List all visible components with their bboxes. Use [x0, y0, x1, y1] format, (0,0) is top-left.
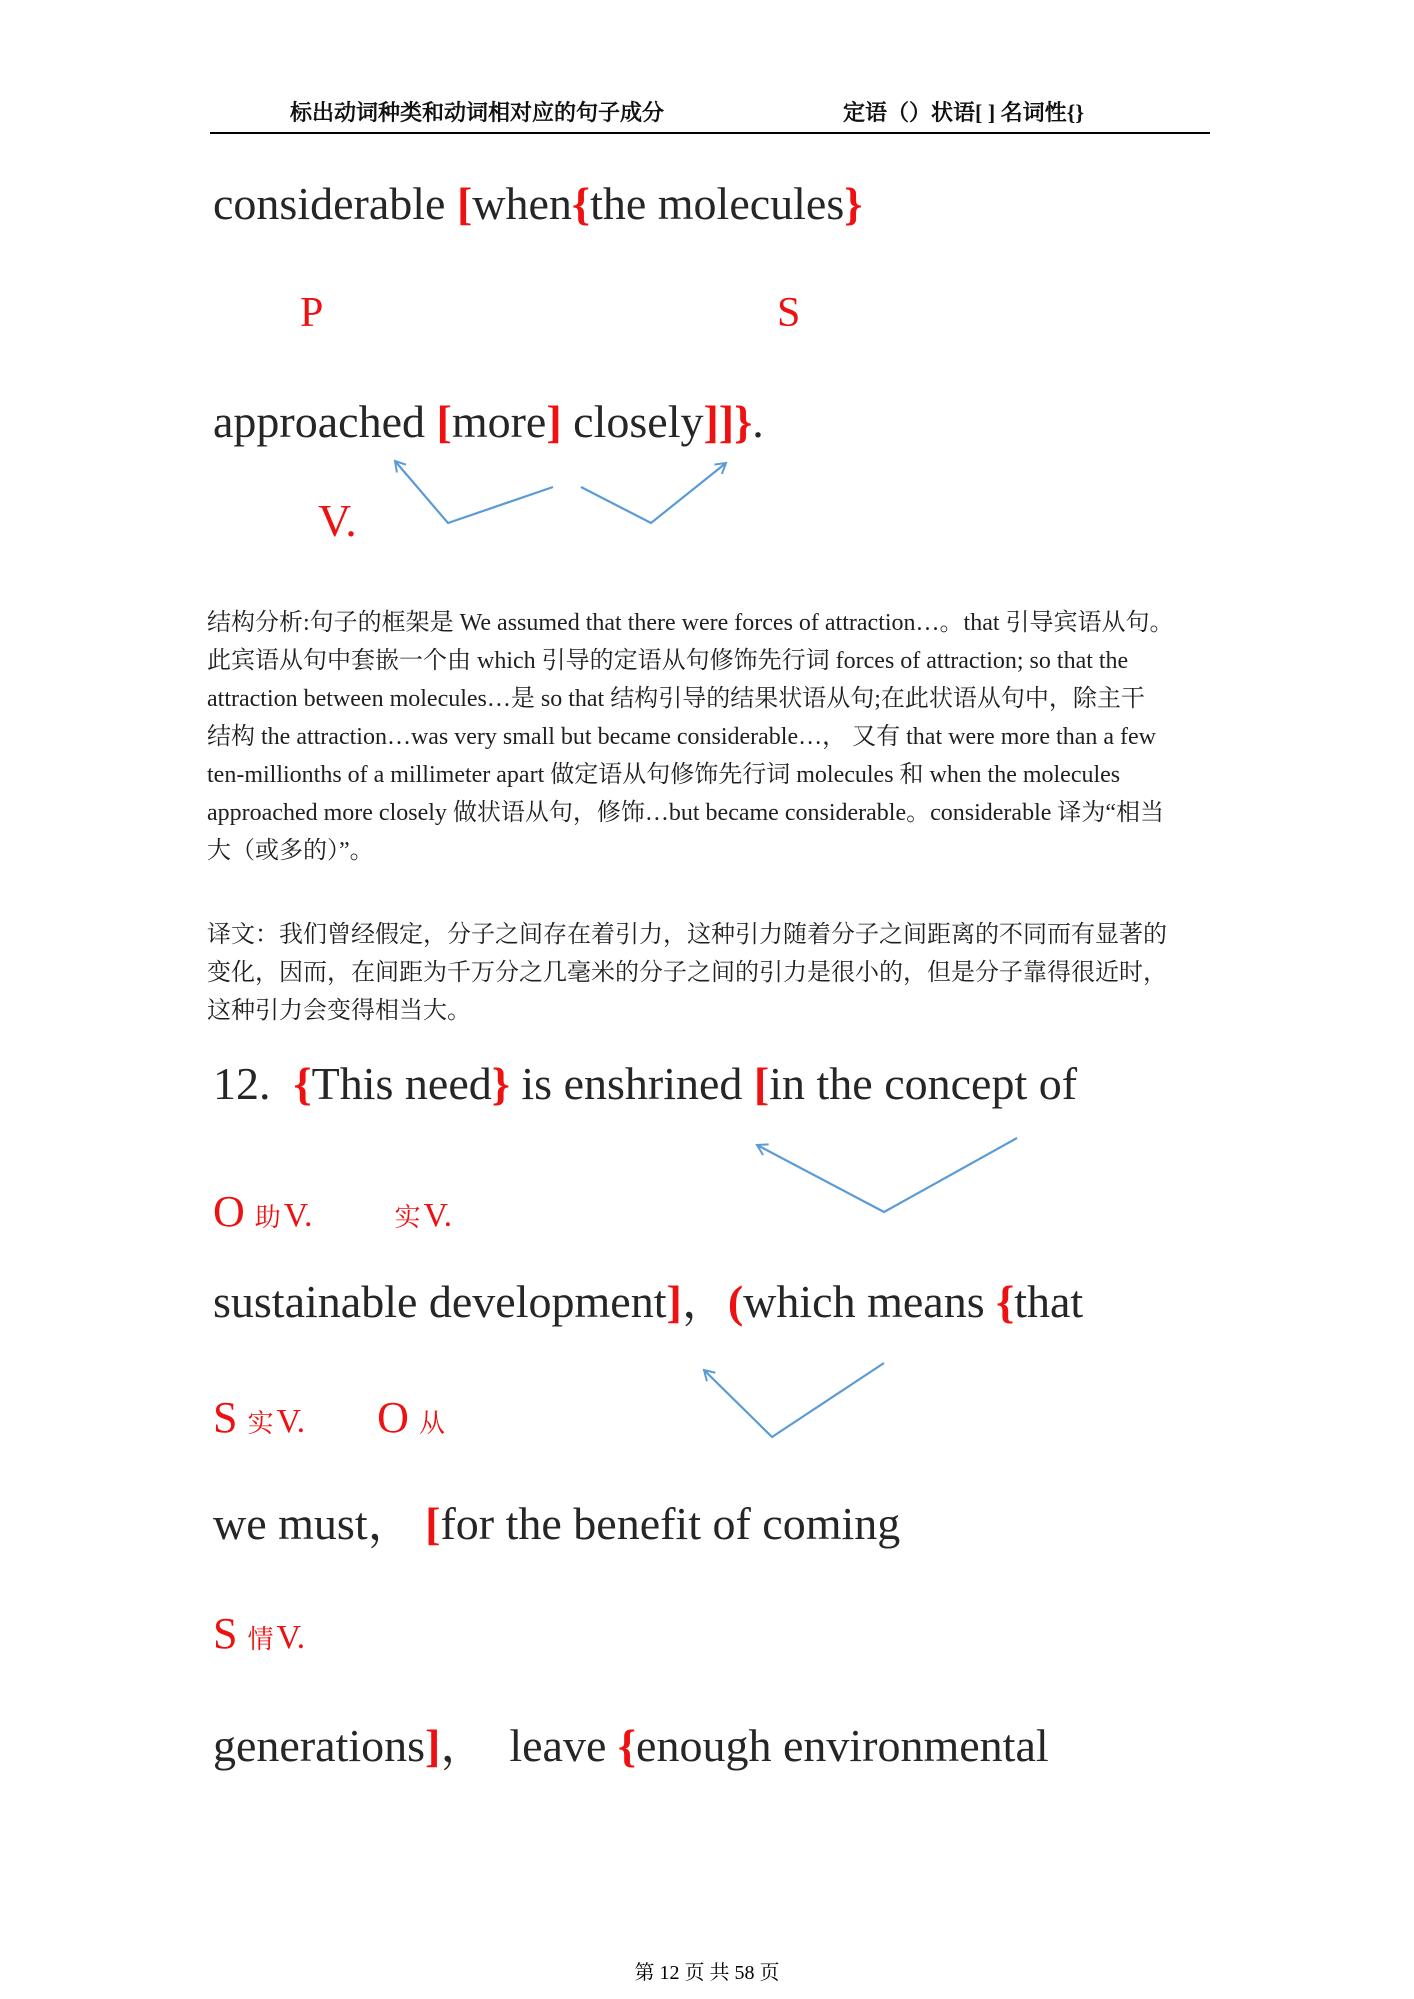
label-role-letter: S	[213, 1609, 238, 1658]
sentence-text: This need	[311, 1058, 492, 1109]
sentence12-line1	[213, 1058, 1077, 1111]
paragraph-line: 大（或多的）”。	[207, 838, 374, 864]
header-divider	[210, 132, 1210, 134]
header-title-left: 标出动词种类和动词相对应的句子成分	[290, 100, 665, 125]
paragraph-line: 译文：我们曾经假定，分子之间存在着引力，这种引力随着分子之间距离的不同而有显著的	[207, 922, 1167, 948]
paragraph-line: approached more closely 做状语从句，修饰…but became considerable。considerable 译为“相当	[207, 800, 1165, 826]
sentence12-labels-row1	[213, 1187, 453, 1236]
sentence12-labels-row2	[213, 1393, 448, 1442]
sentence-text: sustainable development	[213, 1276, 667, 1327]
sentence-text: leave	[509, 1720, 618, 1771]
marker-bracket: [	[753, 1058, 770, 1109]
label-verb-type: 实	[394, 1203, 421, 1232]
sentence-text: the molecules	[590, 178, 845, 229]
paragraph-line: 结构分析:句子的框架是 We assumed that there were forces of attraction…。that 引导宾语从句。	[207, 610, 1174, 636]
label-predicate: P	[300, 290, 324, 336]
marker-bracket: [	[425, 1498, 441, 1549]
sentence-text: in the concept of	[769, 1058, 1078, 1109]
marker-bracket: (	[727, 1276, 744, 1327]
marker-bracket: {	[293, 1058, 312, 1109]
header-legend-right: 定语（）状语[ ] 名词性{}	[843, 100, 1084, 125]
grammar-label-group	[213, 1609, 306, 1658]
marker-bracket: }	[844, 178, 863, 229]
label-verb-mark: V.	[276, 1619, 306, 1656]
marker-bracket: {	[617, 1720, 637, 1771]
label-verb-type: 实	[247, 1409, 274, 1438]
sentence-text: generations	[213, 1720, 426, 1771]
sentence-text: enough environmental	[636, 1720, 1049, 1771]
label-verb-type: 从	[418, 1409, 445, 1438]
marker-bracket: ]]}	[703, 396, 753, 447]
grammar-label-group	[377, 1393, 448, 1442]
paragraph-line: 此宾语从句中套嵌一个由 which 引导的定语从句修饰先行词 forces of attraction; so that the	[207, 648, 1129, 674]
grammar-label-group	[213, 1187, 313, 1236]
sentence-text: which means	[743, 1276, 997, 1327]
paragraph-line: 结构 the attraction…was very small but became considerable…， 又有 that were more than a few	[207, 724, 1157, 750]
sentence-text: .	[752, 396, 764, 447]
sentence-text: ，	[440, 1720, 510, 1771]
sentence12-line3	[213, 1498, 900, 1551]
marker-bracket: [	[456, 178, 473, 229]
translation-paragraph	[207, 916, 1217, 1030]
structure-analysis-paragraph	[207, 604, 1217, 870]
label-subject: S	[777, 290, 801, 336]
arrow-to-approached	[395, 461, 553, 523]
sentence11-line1	[213, 178, 862, 231]
marker-bracket: ]	[546, 396, 562, 447]
sentence12-line4	[213, 1720, 1049, 1773]
label-verb-mark: V.	[423, 1197, 453, 1234]
sentence-text: more	[451, 396, 547, 447]
arrow-to-closing-brackets	[581, 463, 726, 523]
arrow-to-enshrined	[757, 1138, 1017, 1212]
sentence-text: for the benefit of coming	[440, 1498, 901, 1549]
page-number-footer: 第 12 页 共 58 页	[634, 1962, 780, 1984]
sentence-text: approached	[213, 396, 437, 447]
label-role-letter: O	[377, 1393, 409, 1442]
marker-bracket: ]	[425, 1720, 441, 1771]
label-role-letter: O	[213, 1187, 245, 1236]
marker-bracket: }	[491, 1058, 510, 1109]
sentence-text: considerable	[213, 178, 457, 229]
paragraph-line: attraction between molecules…是 so that 结构引导的结果状语从句;在此状语从句中，除主干	[207, 686, 1145, 712]
label-verb-mark: V.	[283, 1197, 313, 1234]
label-verb-type: 助	[254, 1203, 281, 1232]
label-verb: V.	[318, 495, 357, 546]
grammar-label-group	[213, 1393, 306, 1442]
sentence-text: is enshrined	[509, 1058, 754, 1109]
arrow-to-development	[704, 1363, 884, 1437]
grammar-label-group	[384, 1199, 452, 1233]
sentence-text: closely	[561, 396, 704, 447]
paragraph-line: 这种引力会变得相当大。	[207, 998, 471, 1024]
sentence12-line2	[213, 1276, 1083, 1329]
sentence-text: ，	[681, 1276, 728, 1327]
paragraph-line: ten-millionths of a millimeter apart 做定语从句修饰先行词 molecules 和 when the molecules	[207, 762, 1121, 788]
label-verb-mark: V.	[276, 1403, 306, 1440]
sentence-text: that	[1014, 1276, 1084, 1327]
sentence12-labels-row3	[213, 1609, 306, 1658]
paragraph-line: 变化，因而，在间距为千万分之几毫米的分子之间的引力是很小的，但是分子靠得很近时，	[207, 960, 1167, 986]
sentence-text: when	[472, 178, 572, 229]
sentence11-line2	[213, 396, 764, 449]
marker-bracket: [	[436, 396, 452, 447]
sentence-text: 12.	[213, 1058, 294, 1109]
marker-bracket: {	[996, 1276, 1015, 1327]
label-verb-type: 情	[247, 1625, 274, 1654]
sentence-text: we must，	[213, 1498, 426, 1549]
label-role-letter: S	[213, 1393, 238, 1442]
marker-bracket: {	[571, 178, 591, 229]
marker-bracket: ]	[666, 1276, 682, 1327]
